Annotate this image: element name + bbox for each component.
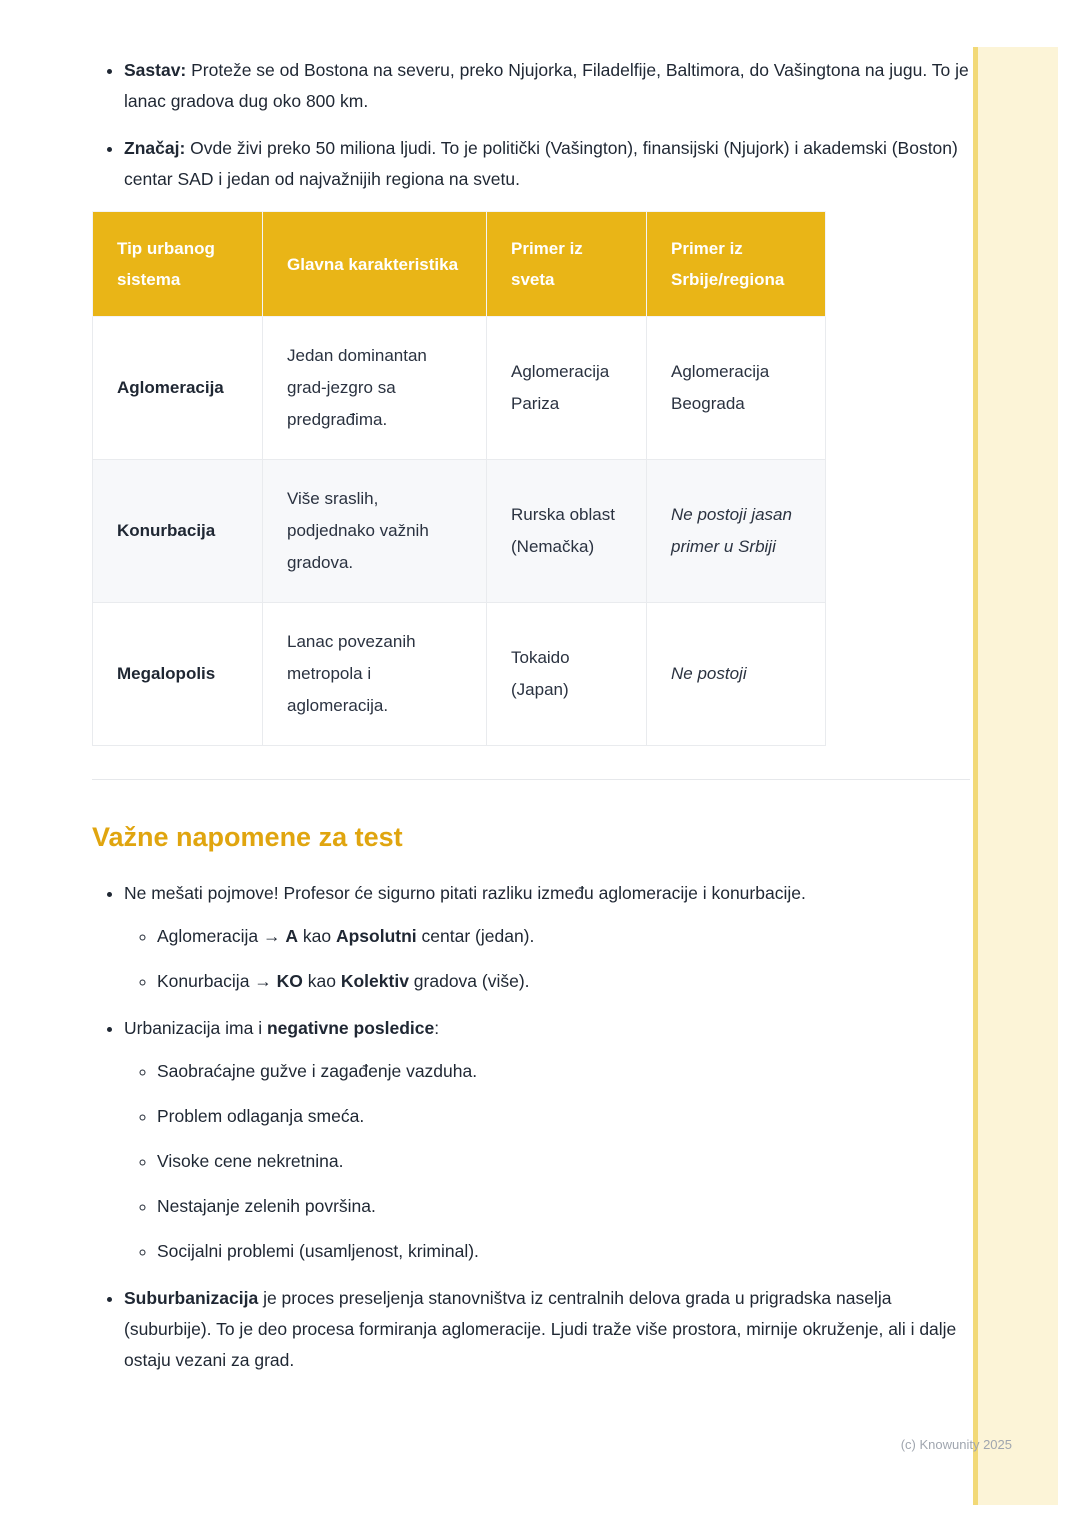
- test-notes-list: [92, 878, 970, 1376]
- bullet-sastav: [124, 55, 970, 117]
- sub-konurbacija-text: Konurbacija → KO kao Kolektiv gradova (više).: [157, 971, 530, 991]
- section-divider: [92, 779, 970, 780]
- cell-characteristic: Jedan dominantan grad-jezgro sa predgrađima.: [263, 317, 487, 460]
- table-header-row: [93, 212, 826, 317]
- cell-type: Konurbacija: [93, 460, 263, 603]
- cell-world-example: Rurska oblast (Nemačka): [487, 460, 647, 603]
- cell-type: Aglomeracija: [93, 317, 263, 460]
- sub-saobracajne-guzve: [157, 1056, 970, 1087]
- sub-aglomeracija-mnemonic: [157, 921, 970, 952]
- cell-serbia-example: Aglomeracija Beograda: [647, 317, 826, 460]
- note-ne-mesati-text: Ne mešati pojmove! Profesor će sigurno pitati razliku između aglomeracije i konurbacije.: [124, 883, 806, 903]
- note-suburbanizacija-text: Suburbanizacija je proces preseljenja stanovništva iz centralnih delova grada u prigradska naselja (suburbije). To je deo procesa formiranja aglomeracije. Ljudi traže više prostora, mirnije okruženje, ali i dalje ostaju vezani za grad.: [124, 1288, 957, 1370]
- note-ne-mesati-pojmove: [124, 878, 970, 997]
- cell-characteristic: Više sraslih, podjednako važnih gradova.: [263, 460, 487, 603]
- posledice-sublist: [124, 1056, 970, 1267]
- header-primer-iz-sveta: Primer iz sveta: [487, 212, 647, 317]
- cell-world-example: Aglomeracija Pariza: [487, 317, 647, 460]
- urban-systems-table: [92, 211, 826, 746]
- sub-socijalni-problemi: [157, 1236, 970, 1267]
- sub-zelene-povrsine: [157, 1191, 970, 1222]
- copyright-footer: (c) Knowunity 2025: [900, 1437, 1012, 1452]
- cell-serbia-example: Ne postoji jasan primer u Srbiji: [647, 460, 826, 603]
- section-title: Važne napomene za test: [92, 822, 403, 852]
- bullet-znacaj: [124, 133, 970, 195]
- note-suburbanizacija: [124, 1283, 970, 1376]
- sub-konurbacija-mnemonic: [157, 966, 970, 997]
- sub-cene-nekretnina: [157, 1146, 970, 1177]
- bullet-znacaj-text: Značaj: Ovde živi preko 50 miliona ljudi. To je politički (Vašington), finansijski (Njujork) i akademski (Boston) centar SAD i jedan od najvažnijih regiona na svetu.: [124, 138, 958, 189]
- intro-list: [92, 55, 970, 195]
- note-negativne-text: Urbanizacija ima i negativne posledice:: [124, 1018, 440, 1038]
- cell-characteristic: Lanac povezanih metropola i aglomeracija.: [263, 603, 487, 746]
- sub-zelene-text: Nestajanje zelenih površina.: [157, 1196, 376, 1216]
- cell-serbia-example: Ne postoji: [647, 603, 826, 746]
- sub-aglomeracija-text: Aglomeracija → A kao Apsolutni centar (jedan).: [157, 926, 535, 946]
- table-row-konurbacija: [93, 460, 826, 603]
- cell-world-example: Tokaido (Japan): [487, 603, 647, 746]
- note-negativne-posledice: [124, 1013, 970, 1267]
- header-tip-urbanog-sistema: Tip urbanog sistema: [93, 212, 263, 317]
- table-row-aglomeracija: [93, 317, 826, 460]
- table-row-megalopolis: [93, 603, 826, 746]
- header-glavna-karakteristika: Glavna karakteristika: [263, 212, 487, 317]
- sub-odlaganje-smeca: [157, 1101, 970, 1132]
- sub-socijalni-text: Socijalni problemi (usamljenost, kriminal).: [157, 1241, 479, 1261]
- mnemonic-sublist: [124, 921, 970, 997]
- cell-type: Megalopolis: [93, 603, 263, 746]
- sub-odlaganje-text: Problem odlaganja smeća.: [157, 1106, 365, 1126]
- sub-saobracajne-text: Saobraćajne gužve i zagađenje vazduha.: [157, 1061, 478, 1081]
- header-primer-iz-srbije: Primer iz Srbije/regiona: [647, 212, 826, 317]
- bullet-sastav-text: Sastav: Proteže se od Bostona na severu, preko Njujorka, Filadelfije, Baltimora, do Vašingtona na jugu. To je lanac gradova dug oko 800 km.: [124, 60, 969, 111]
- sub-cene-text: Visoke cene nekretnina.: [157, 1151, 344, 1171]
